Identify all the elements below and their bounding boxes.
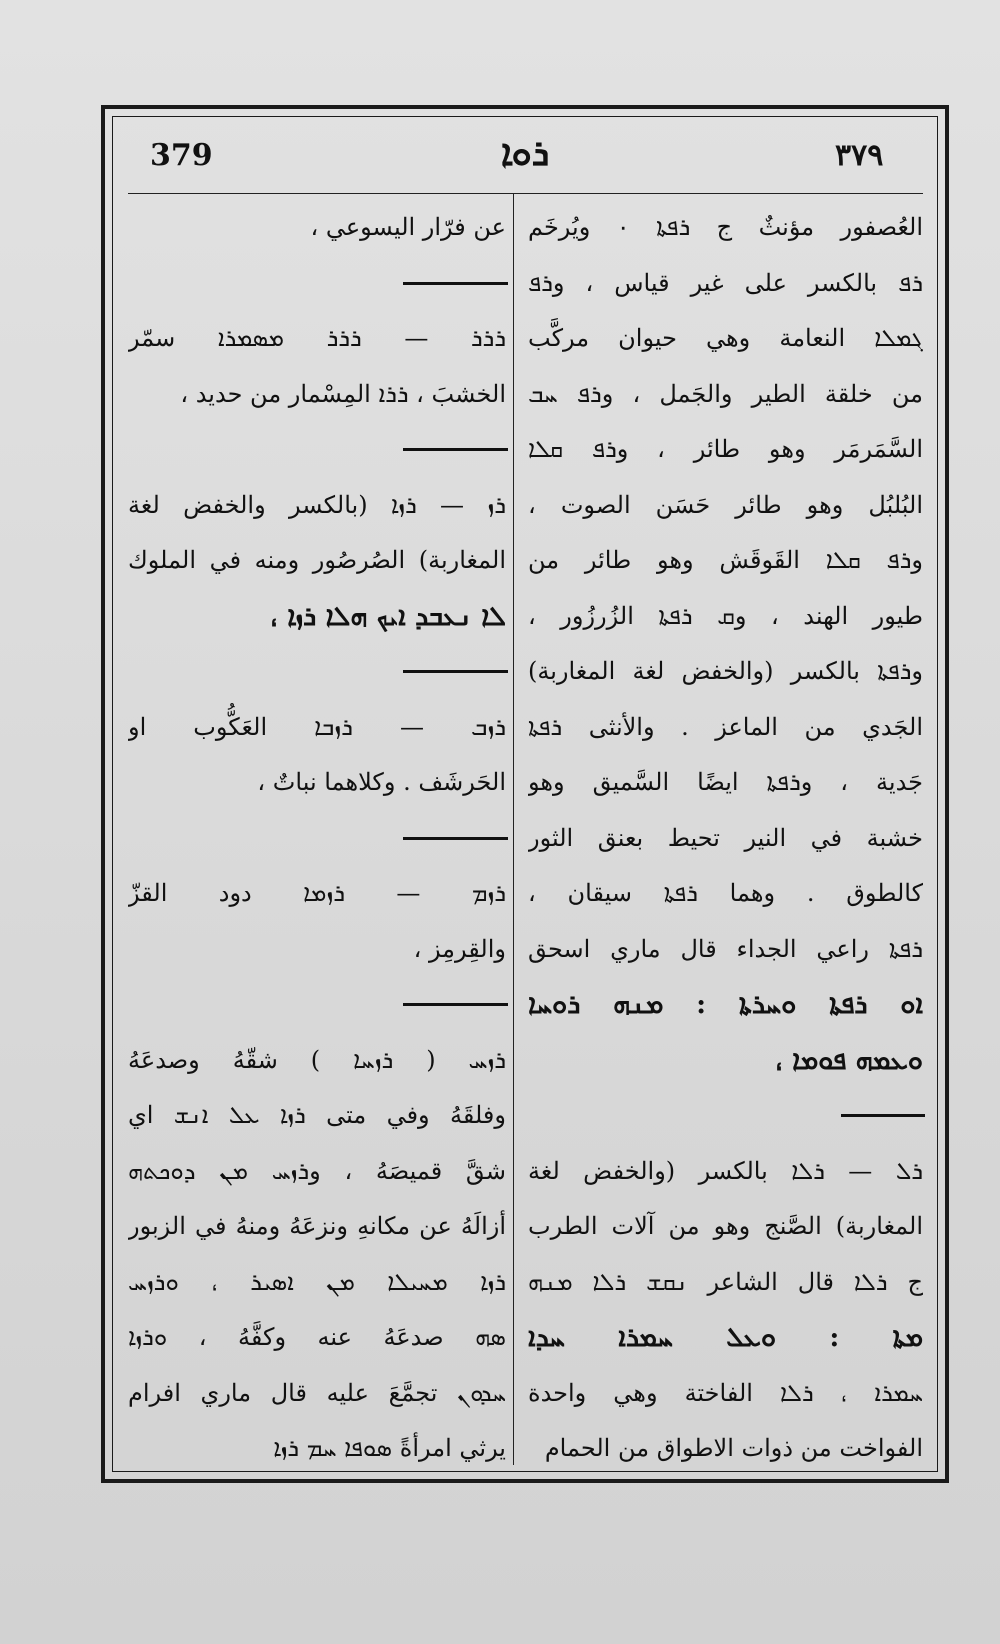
text-line: ܪܙ — ܪܙܐ (بالكسر والخفض لغة — [128, 490, 506, 519]
text-line: كالطوق . وهما ܪܦܬܐ سيقان ، — [528, 879, 923, 907]
text-line: يرثي امرأةً ܣܘܦܐ ܚܡ ܪܙܐ — [273, 1434, 506, 1462]
entry-separator-rule — [128, 644, 506, 700]
page-number-arabic: ٣٧٩ — [835, 138, 884, 173]
text-line: الفواخت من ذوات الاطواق من الحمام — [544, 1434, 923, 1462]
text-line: ܪܪܪ — ܪܪܪ ܡܣܡܪܐ سمّر — [128, 324, 506, 352]
text-line: الجَدي من الماعز . والأنثى ܪܦܬܐ — [528, 712, 923, 741]
text-line: ܚܕܘܢ تجمَّعَ عليه قال ماري افرام — [128, 1378, 506, 1407]
text-line: ܪܠ — ܪܠܐ بالكسر (والخفض لغة — [528, 1156, 923, 1185]
text-line: وܪܦܬܐ بالكسر (والخفض لغة المغاربة) — [528, 657, 923, 685]
text-line: ܪܙܚ ( ܪܙܚܐ ) شقّهُ وصدعَهُ — [128, 1045, 506, 1074]
text-line: عن فرّار اليسوعي ، — [310, 213, 506, 241]
text-line: المغاربة) الصَّنج وهو من آلات الطرب — [528, 1212, 923, 1240]
text-line: ܪܙܐ ܡܚܝܠܐ ܡܢ ܐܣܝܪ ، ܘܪܙܚ — [128, 1267, 506, 1296]
text-line: ܚܡܪܐ ، ܪܠܐ الفاختة وهي واحدة — [528, 1378, 923, 1407]
text-line: ج ܪܠܐ قال الشاعر ܢܩܫ ܪܠܐ ܡܢܗ — [528, 1267, 923, 1296]
column-divider — [513, 193, 514, 1465]
text-line: الحَرشَف . وكلاهما نباتٌ ، — [257, 768, 506, 796]
text-line: ܪܦܬܐ راعي الجداء قال ماري اسحق — [528, 934, 923, 963]
text-line: طيور الهند ، وܩ ܪܦܬܐ الزُرزُور ، — [528, 601, 923, 630]
text-line: ܪܦ بالكسر على غير قياس ، وܪܦ — [528, 268, 923, 297]
text-line: شقَّ قميصَهُ ، وܪܙܚ ܡܢ ܕܘܟܬܗ — [128, 1156, 506, 1185]
text-line: جَدية ، وܪܦܬܐ ايضًا السَّميق وهو — [528, 768, 923, 796]
text-line: من خلقة الطير والجَمل ، وܪܦ ܚܒ — [528, 379, 923, 408]
text-line: أزالَهُ عن مكانهِ ونزعَهُ ومنهُ في الزبور — [128, 1212, 506, 1240]
text-line: الخشبَ ، ܪܪܐ المِسْمار من حديد ، — [180, 379, 506, 408]
text-line: وفلقَهُ وفي متى ܪܙܐ ܥܠ ܐܢܫ اي — [128, 1101, 506, 1129]
page-number-latin: 379 — [150, 138, 213, 173]
entry-separator-rule — [128, 977, 506, 1033]
text-line: والقِرمِز ، — [413, 934, 506, 963]
text-line: ܪܙܒ — ܪܙܒܐ العَكُّوب او — [128, 712, 506, 741]
header-rule — [128, 193, 923, 194]
entry-separator-rule — [528, 1088, 923, 1144]
text-line: خشبة في النير تحيط بعنق الثور — [528, 823, 923, 852]
text-line: السَّمَرمَر وهو طائر ، وܪܦ ܩܠܐ — [528, 435, 923, 463]
text-line: المغاربة) الصُرصُور ومنه في الملوك — [128, 546, 506, 574]
text-line: البُلبُل وهو طائر حَسَن الصوت ، — [528, 490, 923, 519]
right-column — [528, 200, 923, 1477]
text-line: ܠܐ ܢܥܒܕ ܐܝܟ ܗܠܐ ܪܙܐ ، — [270, 600, 506, 632]
text-line: ܓܡܠܐ النعامة وهي حيوان مركَّب — [528, 324, 923, 352]
text-line: ܡܬܐ : ܘܥܠ ܚܡܪܐ ܚܕܐ — [528, 1322, 923, 1353]
text-line: ܘܥܡܗ ܦܘܡܐ ، — [775, 1044, 923, 1076]
text-line: وܪܦ ܩܠܐ القَوقَش وهو طائر من — [528, 546, 923, 574]
left-column — [128, 200, 506, 1477]
running-head: ܪܘܐ — [500, 132, 550, 174]
text-line: ܐܘ ܪܦܬܐ ܘܚܪܬܐ : ܡܢܗ ܪܘܚܐ — [528, 989, 923, 1020]
text-line: ܪܙܡ — ܪܙܡܐ دود القزّ — [128, 879, 506, 907]
entry-separator-rule — [128, 422, 506, 478]
text-line: العُصفور مؤنثٌ ج ܪܦܬܐ ٠ ويُرخَم — [528, 213, 923, 241]
entry-separator-rule — [128, 256, 506, 312]
text-line: ܣܗ صدعَهُ عنه وكفَّهُ ، ܘܪܙܐ — [128, 1323, 506, 1351]
entry-separator-rule — [128, 811, 506, 867]
